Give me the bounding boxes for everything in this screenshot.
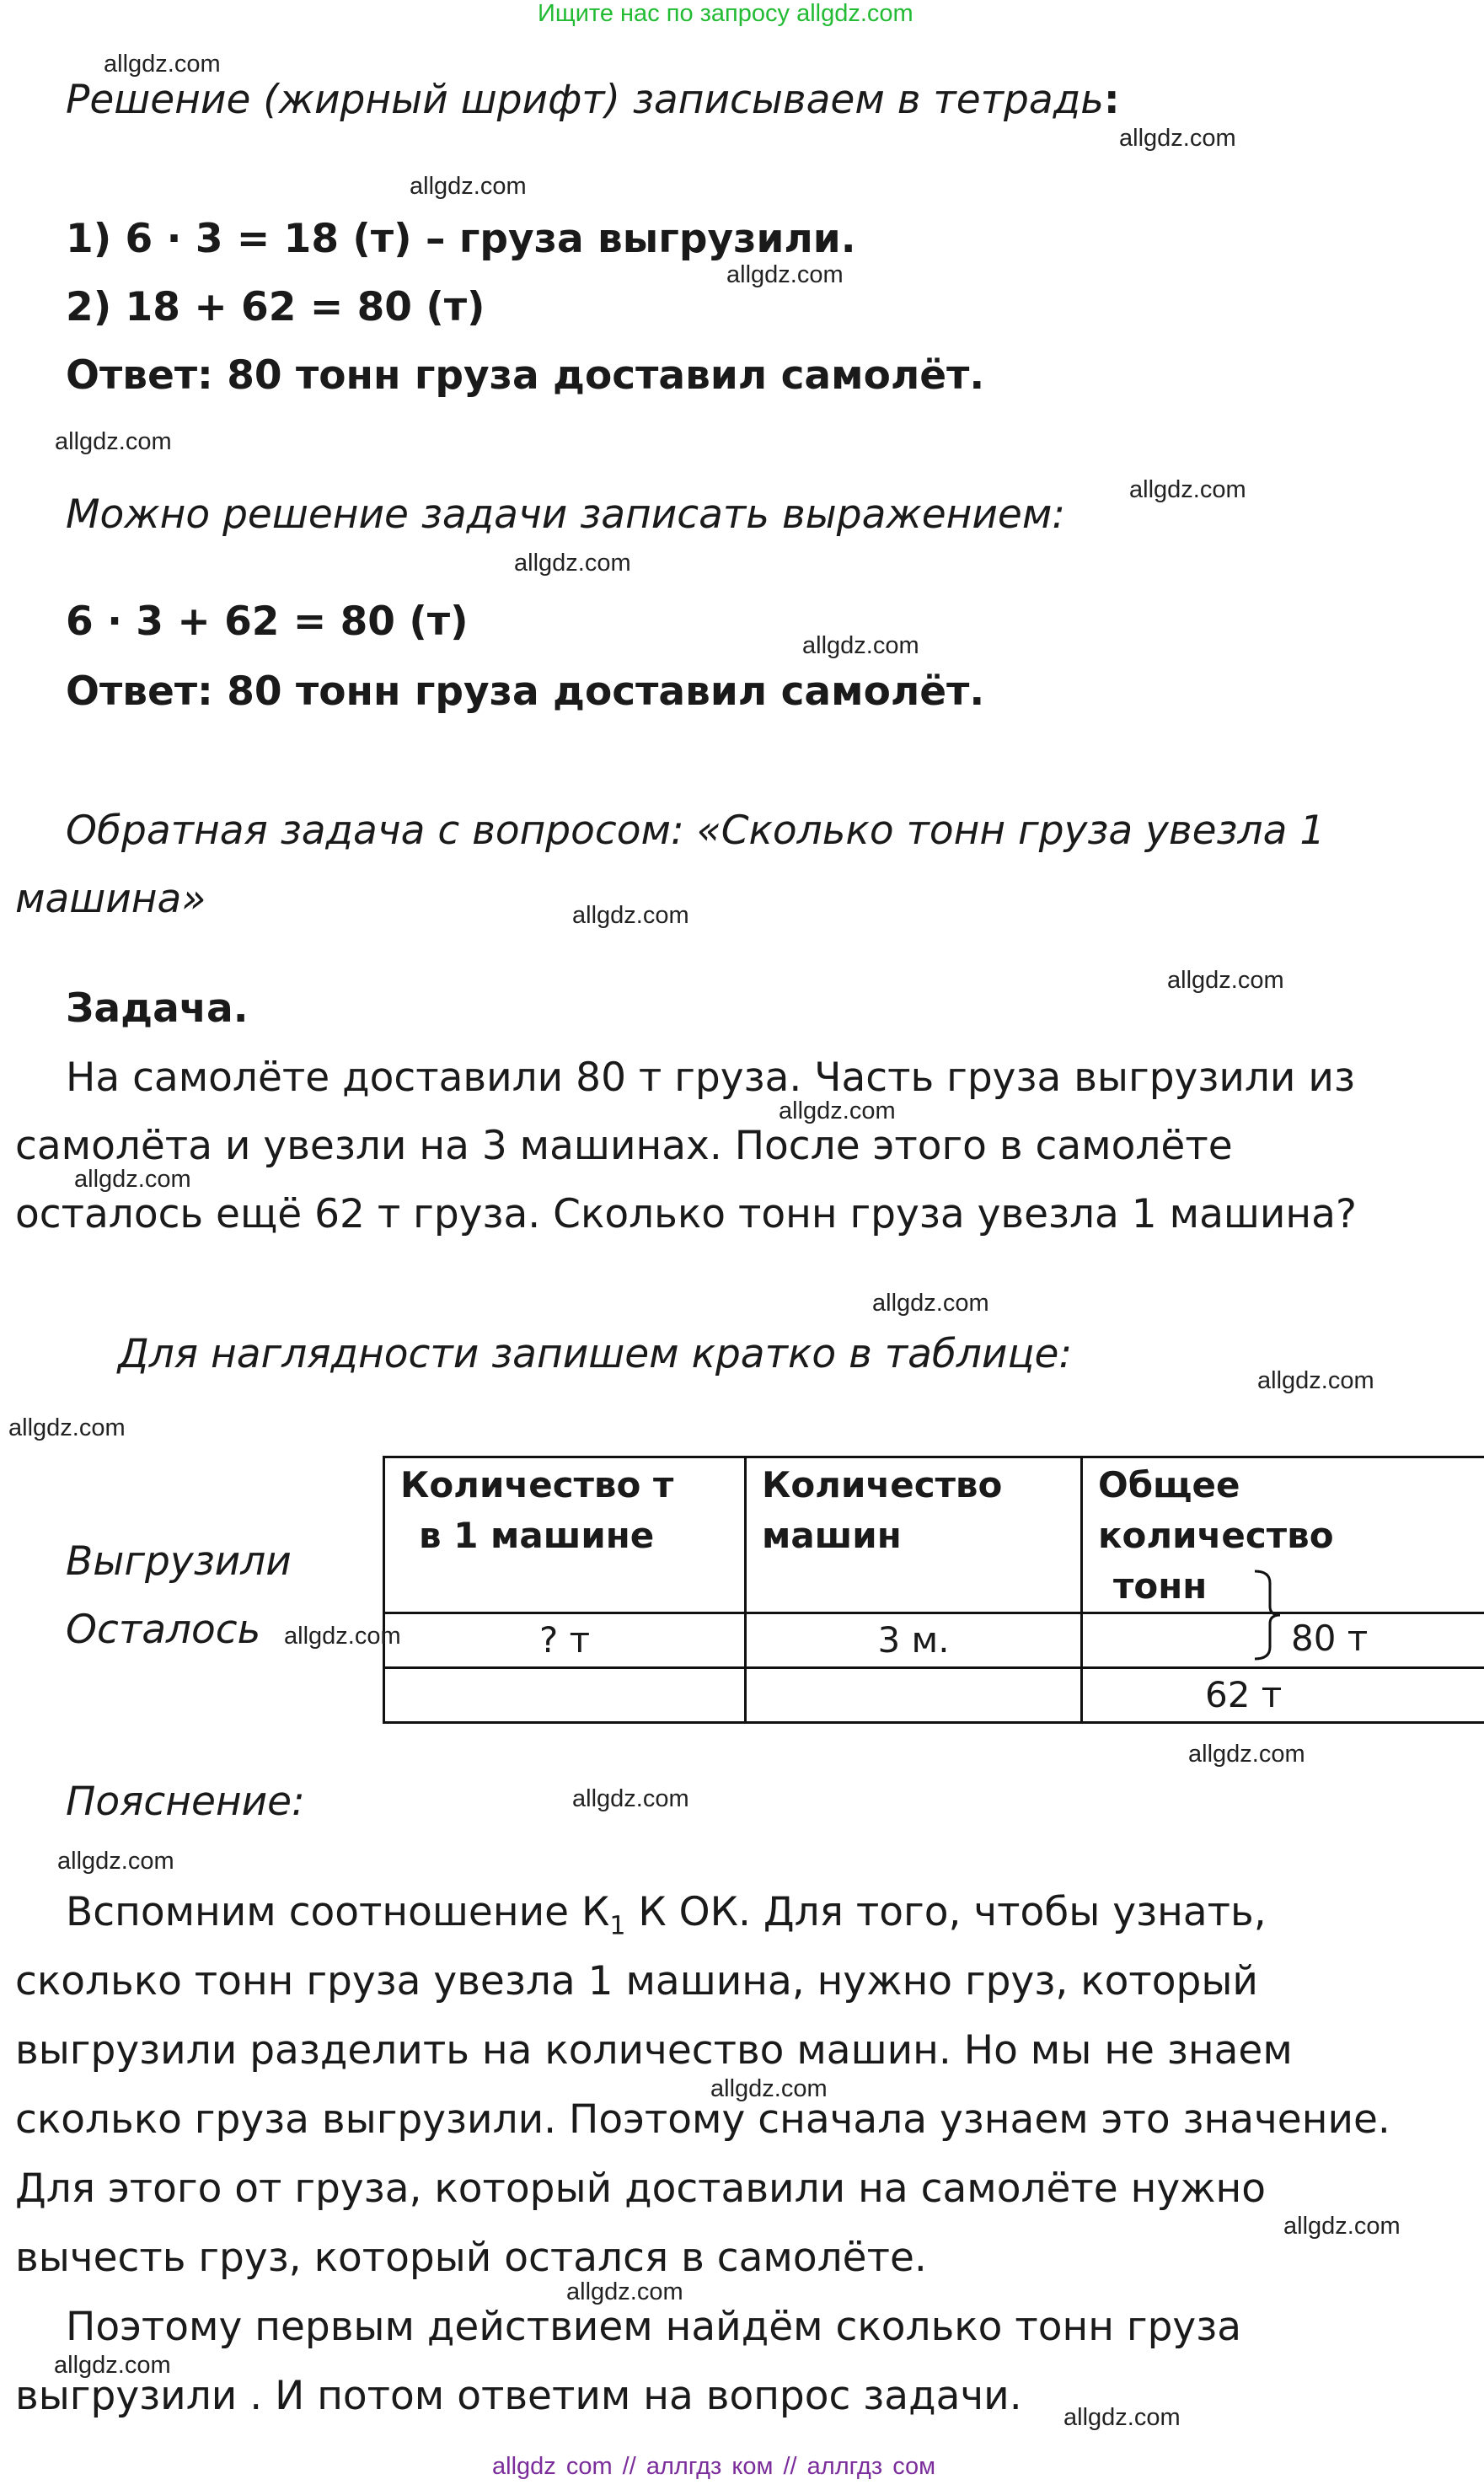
watermark: allgdz.com: [572, 1785, 689, 1812]
task-text-line-2: самолёта и увезли на 3 машинах. После этого в самолёте: [15, 1123, 1233, 1169]
watermark: allgdz.com: [55, 428, 172, 455]
watermark: allgdz.com: [104, 51, 221, 78]
watermark: allgdz.com: [1188, 1741, 1305, 1768]
watermark: allgdz.com: [57, 1848, 174, 1875]
task-text-line-1: На самолёте доставили 80 т груза. Часть груза выгрузили из: [66, 1054, 1355, 1101]
brace-icon: [1251, 1568, 1285, 1662]
explanation-line-8: выгрузили . И потом ответим на вопрос задачи.: [15, 2373, 1022, 2419]
watermark: allgdz.com: [1119, 125, 1236, 152]
header-per-truck: Количество т в 1 машине: [384, 1457, 746, 1613]
explanation-heading: Пояснение:: [66, 1779, 305, 1825]
explanation-line-5: Для этого от груза, который доставили на самолёте нужно: [15, 2165, 1267, 2212]
watermark: allgdz.com: [54, 2352, 171, 2379]
explanation-line-7: Поэтому первым действием найдём сколько тонн груза: [66, 2304, 1242, 2350]
explanation-line-2: сколько тонн груза увезла 1 машина, нужно груз, который: [15, 1958, 1258, 2004]
explanation-line-3: выгрузили разделить на количество машин. Но мы не знаем: [15, 2027, 1293, 2074]
table-intro: Для наглядности запишем кратко в таблице:: [118, 1331, 1073, 1377]
watermark: allgdz.com: [1283, 2213, 1401, 2240]
watermark: allgdz.com: [710, 2075, 828, 2102]
watermark: allgdz.com: [1063, 2404, 1181, 2431]
expression: 6 · 3 + 62 = 80 (т): [66, 598, 469, 645]
inverse-intro-line-1: Обратная задача с вопросом: «Сколько тонн груза увезла 1: [66, 808, 1326, 854]
header-trucks: Количество машин: [746, 1457, 1082, 1613]
cell-per-truck-remaining: [384, 1668, 746, 1723]
watermark: allgdz.com: [726, 261, 844, 288]
task-heading: Задача.: [66, 985, 249, 1032]
explanation-line-1: Вспомним соотношение $К_1$ К ОК. Для того, чтобы узнать,: [66, 1889, 1267, 1941]
header-total: Общее количество тонн: [1082, 1457, 1484, 1613]
watermark: allgdz.com: [572, 902, 689, 929]
watermark: allgdz.com: [1129, 476, 1246, 503]
watermark: allgdz.com: [514, 550, 631, 577]
table-header-row: [384, 1457, 1484, 1613]
watermark: allgdz.com: [566, 2278, 683, 2305]
solution-step-2: 2) 18 + 62 = 80 (т): [66, 284, 485, 330]
watermark: allgdz.com: [74, 1166, 191, 1193]
watermark: allgdz.com: [779, 1097, 896, 1124]
expression-intro: Можно решение задачи записать выражением:: [66, 491, 1066, 538]
solution-step-1: 1) 6 · 3 = 18 (т) – груза выгрузили.: [66, 216, 856, 262]
cell-trucks-unloaded: 3 м.: [746, 1613, 1082, 1668]
task-text-line-3: осталось ещё 62 т груза. Сколько тонн груза увезла 1 машина?: [15, 1191, 1357, 1237]
total-tonnes: 80 т: [1291, 1618, 1369, 1659]
cell-trucks-remaining: [746, 1668, 1082, 1723]
inverse-intro-line-2: машина»: [15, 876, 206, 922]
brief-table: [383, 1456, 1484, 1724]
solution-answer: Ответ: 80 тонн груза доставил самолёт.: [66, 352, 985, 399]
expression-answer: Ответ: 80 тонн груза доставил самолёт.: [66, 668, 985, 715]
watermark: allgdz.com: [1257, 1367, 1374, 1394]
cell-total-remaining: 62 т: [1082, 1668, 1484, 1723]
explanation-line-4: сколько груза выгрузили. Поэтому сначала узнаем это значение.: [15, 2096, 1390, 2143]
watermark: allgdz.com: [1167, 967, 1284, 994]
explanation-line-6: вычесть груз, который остался в самолёте.: [15, 2235, 927, 2281]
row-label-remaining: Осталось: [66, 1607, 261, 1653]
cell-per-truck-unloaded: ? т: [384, 1613, 746, 1668]
watermark: allgdz.com: [8, 1414, 126, 1441]
watermark: allgdz.com: [284, 1623, 401, 1650]
watermark: allgdz.com: [410, 173, 527, 200]
footer-links: allgdz com // аллгдз ком // аллгдз сом: [492, 2453, 936, 2480]
row-label-unloaded: Выгрузили: [66, 1538, 292, 1585]
watermark: allgdz.com: [872, 1290, 989, 1317]
watermark: allgdz.com: [802, 632, 919, 659]
intro-text: Решение (жирный шрифт) записываем в тетрадь:: [66, 77, 1120, 123]
table-row: [384, 1668, 1484, 1723]
top-banner: Ищите нас по запросу allgdz.com: [538, 0, 913, 27]
